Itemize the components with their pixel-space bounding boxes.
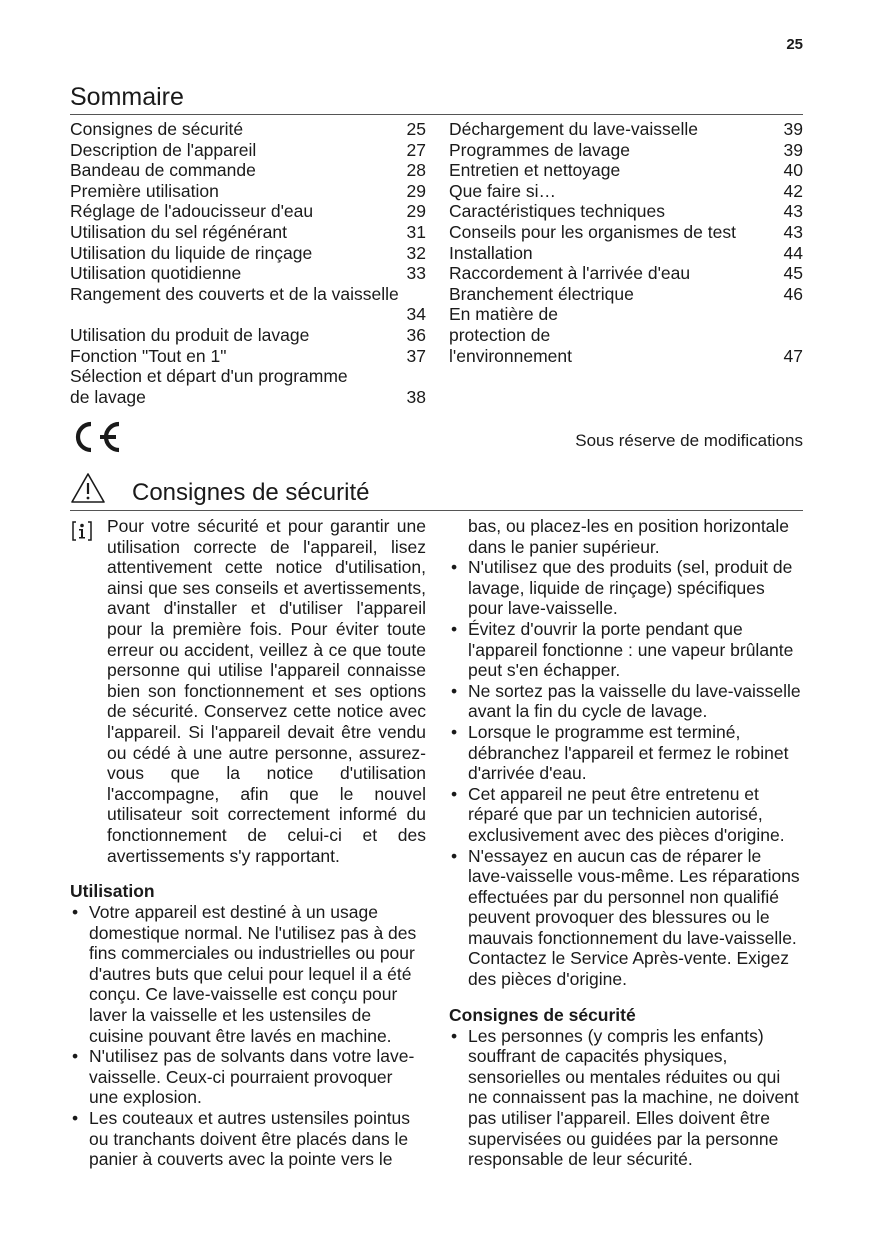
toc-entry[interactable] bbox=[70, 366, 426, 407]
toc-entry[interactable] bbox=[449, 222, 803, 243]
toc-entry[interactable] bbox=[449, 160, 803, 181]
toc-entry[interactable] bbox=[70, 346, 426, 367]
toc-entry-page: 29 bbox=[406, 180, 426, 201]
toc-title: Sommaire bbox=[70, 82, 803, 115]
safety-list bbox=[449, 1026, 803, 1170]
info-icon bbox=[70, 519, 94, 543]
toc-entry[interactable] bbox=[70, 201, 426, 222]
toc-entry-label: Utilisation quotidienne bbox=[70, 263, 242, 284]
toc-entry[interactable] bbox=[70, 160, 426, 181]
toc-entry-page: 31 bbox=[406, 221, 426, 242]
list-item-continuation: bas, ou placez-les en position horizontale dans le panier supérieur. bbox=[468, 516, 790, 557]
list-item: • N'utilisez pas de solvants dans votre lave-vaisselle. Ceux-ci pourraient provoquer une explosion. bbox=[70, 1046, 426, 1108]
toc-entry-page: 38 bbox=[406, 386, 426, 407]
toc-entry[interactable] bbox=[449, 181, 803, 202]
toc-entry[interactable] bbox=[449, 140, 803, 161]
toc-entry-page: 28 bbox=[406, 160, 426, 181]
toc-entry-page: 32 bbox=[406, 242, 426, 263]
section-title: Consignes de sécurité bbox=[132, 479, 370, 506]
toc-entry-label: Caractéristiques techniques bbox=[449, 201, 665, 222]
list-item: • N'essayez en aucun cas de réparer le lave-vaisselle vous-même. Les réparations effectuées par du personnel non qualifié peuvent provoquer des blessures ou le mauvais fonctionnement du lave-vaisselle. Contactez le Service Après-vente. Exigez des pièces d'origine. bbox=[449, 846, 803, 990]
toc-entry[interactable] bbox=[449, 284, 803, 305]
toc-entry-page: 39 bbox=[783, 119, 803, 139]
left-column bbox=[70, 516, 426, 1170]
toc-entry-label: Utilisation du produit de lavage bbox=[70, 324, 310, 345]
toc-entry[interactable] bbox=[449, 263, 803, 284]
toc-entry-page: 27 bbox=[406, 139, 426, 160]
toc-entry-page: 33 bbox=[406, 263, 426, 284]
toc-entry-page: 43 bbox=[783, 201, 803, 222]
toc-right-column bbox=[449, 119, 803, 366]
toc-entry-page: 44 bbox=[783, 242, 803, 263]
toc-entry-label: Consignes de sécurité bbox=[70, 119, 244, 139]
toc-entry-page: 34 bbox=[406, 304, 426, 325]
toc-entry-label: Première utilisation bbox=[70, 180, 219, 201]
toc-entry-label: Raccordement à l'arrivée d'eau bbox=[449, 263, 691, 284]
toc-entry-page: 40 bbox=[783, 160, 803, 181]
usage-list bbox=[70, 902, 426, 1170]
modification-notice: Sous réserve de modifications bbox=[575, 431, 803, 450]
toc-entry-label: Que faire si… bbox=[449, 180, 556, 201]
list-item: • Les personnes (y compris les enfants) souffrant de capacités physiques, sensorielles ou mentales réduites ou qui ne connaissent pas la machine, ne doivent pas utiliser l'appareil. Elles doivent être supervisées ou guidées par la personne responsable de leur sécurité. bbox=[449, 1026, 803, 1170]
list-item: • Ne sortez pas la vaisselle du lave-vaisselle avant la fin du cycle de lavage. bbox=[449, 681, 803, 722]
section-heading bbox=[70, 470, 803, 511]
toc-entry[interactable] bbox=[449, 119, 803, 140]
toc-entry-page: 36 bbox=[406, 324, 426, 345]
usage-list-continued bbox=[449, 557, 803, 989]
toc-entry-label: Utilisation du liquide de rinçage bbox=[70, 242, 313, 263]
toc-entry[interactable] bbox=[449, 201, 803, 222]
usage-heading: Utilisation bbox=[70, 881, 155, 902]
toc-entry[interactable] bbox=[70, 222, 426, 243]
toc-entry-label: Sélection et départ d'un programme de lavage bbox=[70, 366, 348, 407]
toc-entry-label: Rangement des couverts et de la vaisselle bbox=[70, 283, 399, 304]
toc-entry-label: Branchement électrique bbox=[449, 283, 634, 304]
info-note bbox=[70, 516, 426, 866]
toc-entry-label: Programmes de lavage bbox=[449, 139, 630, 160]
toc-entry-page: 29 bbox=[406, 201, 426, 222]
toc-entry[interactable] bbox=[70, 263, 426, 284]
toc-entry-label: Fonction "Tout en 1" bbox=[70, 345, 227, 366]
toc-entry-label: Description de l'appareil bbox=[70, 139, 257, 160]
toc-entry-page: 45 bbox=[783, 263, 803, 284]
warning-triangle-icon bbox=[70, 471, 106, 505]
toc-entry[interactable] bbox=[449, 304, 803, 366]
toc-entry[interactable] bbox=[70, 243, 426, 264]
toc-entry-page: 42 bbox=[783, 180, 803, 201]
toc-entry-label: Utilisation du sel régénérant bbox=[70, 221, 287, 242]
toc-entry[interactable] bbox=[70, 119, 426, 140]
intro-text: Pour votre sécurité et pour garantir une utilisation correcte de l'appareil, lisez attentivement cette notice d'utilisation, ainsi que ses conseils et avertissements, avant d'installer et d'utiliser l'appareil pour la première fois. Pour éviter toute erreur ou accident, veillez à ce que toute personne qui utilise l'appareil connaisse bien son fonctionnement et ses options de sécurité. Conservez cette notice avec l'appareil. Si l'appareil devait être vendu ou cédé à une autre personne, assurez-vous que la notice d'utilisation l'accompagne, afin que le nouvel utilisateur soit correctement informé du fonctionnement de celui-ci et des avertissements s'y rapportant. bbox=[107, 516, 426, 866]
toc-entry-label: Conseils pour les organismes de test bbox=[449, 221, 736, 242]
toc-entry-page: 25 bbox=[406, 119, 426, 139]
toc-entry[interactable] bbox=[70, 325, 426, 346]
right-column bbox=[449, 516, 803, 1170]
toc-entry[interactable] bbox=[70, 181, 426, 202]
toc-left-column bbox=[70, 119, 426, 407]
toc-entry-label: Déchargement du lave-vaisselle bbox=[449, 119, 699, 139]
toc-entry-label: Installation bbox=[449, 242, 533, 263]
toc-entry-page: 46 bbox=[783, 283, 803, 304]
toc-entry-page: 47 bbox=[783, 345, 803, 366]
toc-entry[interactable] bbox=[70, 284, 426, 325]
ce-mark-icon bbox=[70, 420, 122, 454]
toc-entry-page: 43 bbox=[783, 221, 803, 242]
list-item: • Les couteaux et autres ustensiles pointus ou tranchants doivent être placés dans le panier à couverts avec la pointe vers le bbox=[70, 1108, 426, 1170]
toc-entry-label: Bandeau de commande bbox=[70, 160, 256, 181]
toc-entry[interactable] bbox=[70, 140, 426, 161]
toc-entry[interactable] bbox=[449, 243, 803, 264]
safety-heading: Consignes de sécurité bbox=[449, 1004, 636, 1025]
list-item: • Lorsque le programme est terminé, débranchez l'appareil et fermez le robinet d'arrivée d'eau. bbox=[449, 722, 803, 784]
page-number: 25 bbox=[786, 36, 803, 53]
list-item: • N'utilisez que des produits (sel, produit de lavage, liquide de rinçage) spécifiques pour lave-vaisselle. bbox=[449, 557, 803, 619]
toc-entry-label: Entretien et nettoyage bbox=[449, 160, 621, 181]
toc-entry-page: 39 bbox=[783, 139, 803, 160]
list-item: • Votre appareil est destiné à un usage domestique normal. Ne l'utilisez pas à des fins commerciales ou industrielles ou pour d'autres buts que celui pour lequel il a été conçu. Ce lave-vaisselle est conçu pour laver la vaisselle et les ustensiles de cuisine pouvant être lavés en machine. bbox=[70, 902, 426, 1046]
toc-entry-label: En matière de protection de l'environnement bbox=[449, 304, 572, 366]
toc-entry-label: Réglage de l'adoucisseur d'eau bbox=[70, 201, 314, 222]
list-item: • Cet appareil ne peut être entretenu et réparé que par un technicien autorisé, exclusivement avec des pièces d'origine. bbox=[449, 784, 803, 846]
list-item: • Évitez d'ouvrir la porte pendant que l'appareil fonctionne : une vapeur brûlante peut s'en échapper. bbox=[449, 619, 803, 681]
toc-entry-page: 37 bbox=[406, 345, 426, 366]
